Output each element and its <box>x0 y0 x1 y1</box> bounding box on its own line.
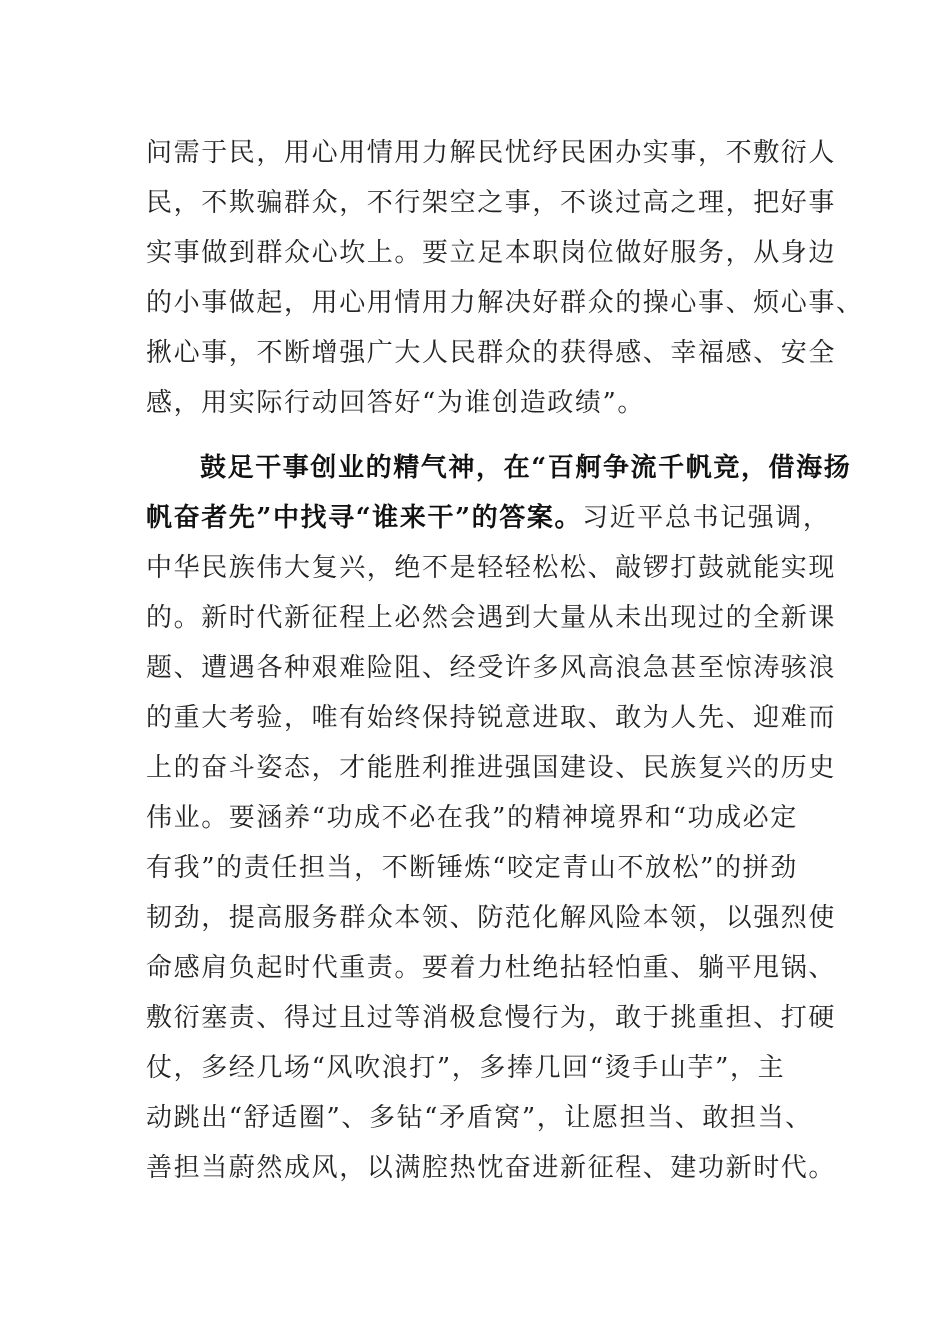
paragraph-heading-line <box>146 443 852 493</box>
paragraph-line: 的小事做起，用心用情用力解决好群众的操心事、烦心事、 <box>146 288 864 318</box>
paragraph-line: 命感肩负起时代重责。要着力杜绝拈轻怕重、躺平甩锅、 <box>146 953 837 983</box>
paragraph-line: 韧劲，提高服务群众本领、防范化解风险本领，以强烈使 <box>146 903 837 933</box>
paragraph-1 <box>146 128 864 428</box>
paragraph-line: 敷衍塞责、得过且过等消极怠慢行为，敢于挑重担、打硬 <box>146 1003 837 1033</box>
paragraph-line: 揪心事，不断增强广大人民群众的获得感、幸福感、安全 <box>146 338 837 368</box>
paragraph-line: 动跳出“舒适圈”、多钻“矛盾窝”，让愿担当、敢担当、 <box>146 1103 813 1133</box>
paragraph-line: 感，用实际行动回答好“为谁创造政绩”。 <box>146 388 645 418</box>
paragraph-text: 习近平总书记强调， <box>582 503 831 533</box>
paragraph-line: 仗，多经几场“风吹浪打”，多捧几回“烫手山芋”，主 <box>146 1053 786 1083</box>
paragraph-line: 中华民族伟大复兴，绝不是轻轻松松、敲锣打鼓就能实现 <box>146 553 837 583</box>
paragraph-line: 的。新时代新征程上必然会遇到大量从未出现过的全新课 <box>146 603 837 633</box>
paragraph-line: 的重大考验，唯有始终保持锐意进取、敢为人先、迎难而 <box>146 703 837 733</box>
paragraph-line: 民，不欺骗群众，不行架空之事，不谈过高之理，把好事 <box>146 188 837 218</box>
paragraph-line: 上的奋斗姿态，才能胜利推进强国建设、民族复兴的历史 <box>146 753 837 783</box>
paragraph-line: 题、遭遇各种艰难险阻、经受许多风高浪急甚至惊涛骇浪 <box>146 653 837 683</box>
paragraph-line: 实事做到群众心坎上。要立足本职岗位做好服务，从身边 <box>146 238 837 268</box>
paragraph-2 <box>146 443 852 1193</box>
paragraph-line: 有我”的责任担当，不断锤炼“咬定青山不放松”的拼劲 <box>146 853 798 883</box>
paragraph-line: 善担当蔚然成风，以满腔热忱奋进新征程、建功新时代。 <box>146 1153 837 1183</box>
bold-heading-text: 帆奋者先”中找寻“谁来干”的答案。 <box>146 503 583 533</box>
paragraph-heading-line <box>146 493 831 543</box>
bold-heading-text: 鼓足干事创业的精气神，在“百舸争流千帆竞，借海扬 <box>200 453 852 483</box>
paragraph-line: 问需于民，用心用情用力解民忧纾民困办实事，不敷衍人 <box>146 138 837 168</box>
paragraph-line: 伟业。要涵养“功成不必在我”的精神境界和“功成必定 <box>146 803 798 833</box>
